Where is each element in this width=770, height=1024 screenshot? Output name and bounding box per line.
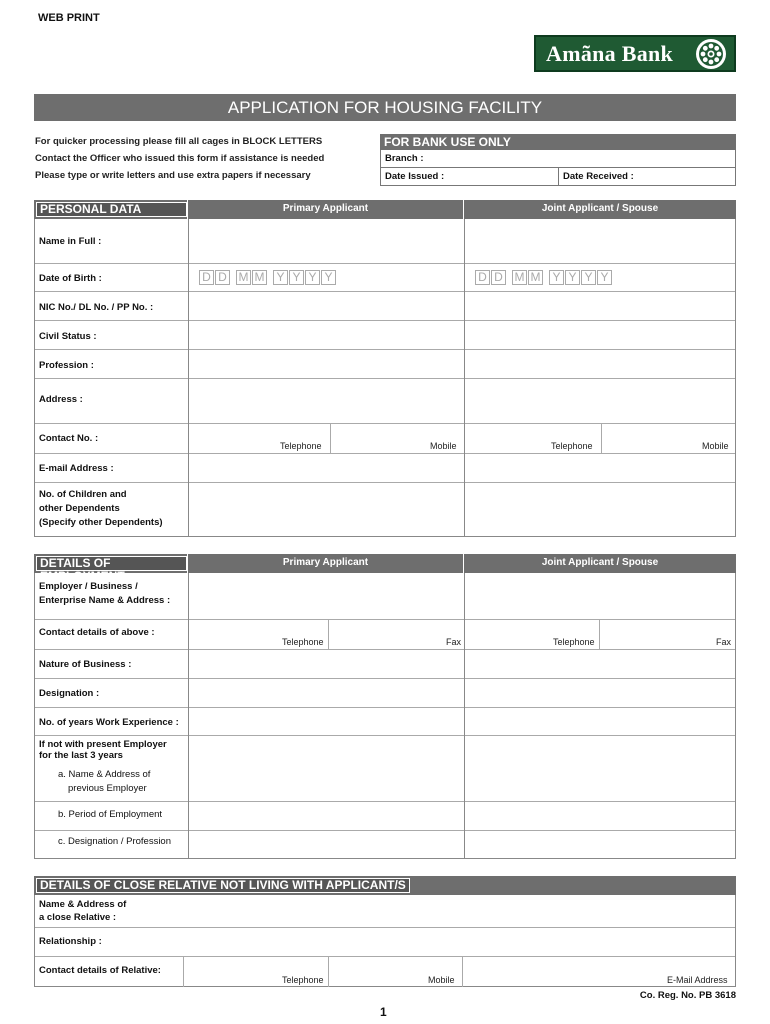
dob-cage[interactable]: Y xyxy=(289,270,304,285)
profession-label: Profession : xyxy=(39,360,94,371)
bank-emblem-icon xyxy=(696,39,726,69)
col-joint-applicant: Joint Applicant / Spouse xyxy=(463,200,736,219)
email-row xyxy=(35,454,735,483)
date-received-label: Date Received : xyxy=(563,171,634,182)
address-row xyxy=(35,379,735,424)
mobile-label: Mobile xyxy=(430,441,457,451)
prev-c-label: c. Designation / Profession xyxy=(58,836,172,847)
web-print-label: WEB PRINT xyxy=(38,12,100,24)
logo-text: Amãna Bank xyxy=(546,40,674,66)
relative-contact-label: Contact details of Relative: xyxy=(39,965,161,976)
dob-cage[interactable]: Y xyxy=(549,270,564,285)
col-primary-applicant: Primary Applicant xyxy=(187,554,463,573)
divider xyxy=(183,957,184,987)
divider xyxy=(601,424,602,453)
section-title: DETAILS OF EMPLOYMENT xyxy=(36,556,187,571)
branch-field[interactable] xyxy=(381,150,735,168)
telephone-label: Telephone xyxy=(551,441,593,451)
nature-label: Nature of Business : xyxy=(39,659,132,670)
dob-cage[interactable]: D xyxy=(475,270,490,285)
designation-label: Designation : xyxy=(39,688,100,699)
bank-use-heading: FOR BANK USE ONLY xyxy=(380,134,736,150)
fax-label: Fax xyxy=(446,637,462,647)
amana-bank-logo xyxy=(534,35,736,72)
telephone-label: Telephone xyxy=(282,975,324,985)
relative-name-line1: Name & Address of xyxy=(39,899,127,910)
section-title: DETAILS OF CLOSE RELATIVE NOT LIVING WITH APPLICANT/S xyxy=(36,878,410,893)
personal-data-header xyxy=(34,200,736,219)
dob-cage[interactable]: D xyxy=(491,270,506,285)
page-number: 1 xyxy=(380,1005,387,1019)
employer-contact-label: Contact details of above : xyxy=(39,627,155,638)
dob-cage[interactable]: Y xyxy=(273,270,288,285)
telephone-label: Telephone xyxy=(553,637,595,647)
form-title: APPLICATION FOR HOUSING FACILITY xyxy=(34,94,736,121)
employer-label-line2: Enterprise Name & Address : xyxy=(39,595,171,606)
civil-status-label: Civil Status : xyxy=(39,331,97,342)
personal-data-grid xyxy=(34,219,736,537)
divider xyxy=(330,424,331,453)
children-label-line1: No. of Children and xyxy=(39,489,127,500)
dob-cage[interactable]: M xyxy=(252,270,267,285)
dob-cage[interactable]: M xyxy=(528,270,543,285)
dob-cage[interactable]: Y xyxy=(305,270,320,285)
divider xyxy=(462,957,463,987)
period-row xyxy=(35,802,735,831)
prev-a-line1: a. Name & Address of xyxy=(58,769,151,780)
company-reg-number: Co. Reg. No. PB 3618 xyxy=(639,990,736,1001)
branch-label: Branch : xyxy=(385,153,424,164)
instruction-line: For quicker processing please fill all cages in BLOCK LETTERS xyxy=(35,136,323,147)
divider xyxy=(599,620,600,649)
children-label-line2: other Dependents xyxy=(39,503,120,514)
nic-label: NIC No./ DL No. / PP No. : xyxy=(39,302,154,313)
employer-label-line1: Employer / Business / xyxy=(39,581,138,592)
nature-row xyxy=(35,650,735,679)
prev-label-line2: for the last 3 years xyxy=(39,750,123,761)
relationship-label: Relationship : xyxy=(39,936,102,947)
contact-label: Contact No. : xyxy=(39,433,99,444)
children-label-line3: (Specify other Dependents) xyxy=(39,517,163,528)
applicant-column-divider xyxy=(464,573,465,858)
dob-cage[interactable]: Y xyxy=(565,270,580,285)
mobile-label: Mobile xyxy=(702,441,729,451)
telephone-label: Telephone xyxy=(282,637,324,647)
years-row xyxy=(35,708,735,736)
prev-b-label: b. Period of Employment xyxy=(58,809,163,820)
dob-cage[interactable]: M xyxy=(512,270,527,285)
designation-row xyxy=(35,679,735,708)
bank-use-box xyxy=(380,150,736,186)
email-label: E-Mail Address xyxy=(667,975,728,985)
divider xyxy=(328,620,329,649)
fax-label: Fax xyxy=(716,637,732,647)
mobile-label: Mobile xyxy=(428,975,455,985)
applicant-column-divider xyxy=(464,219,465,536)
label-column-divider xyxy=(188,573,189,858)
nic-row xyxy=(35,292,735,321)
civil-status-row xyxy=(35,321,735,350)
name-row xyxy=(35,219,735,264)
employment-header xyxy=(34,554,736,583)
email-label: E-mail Address : xyxy=(39,463,114,474)
contact-row xyxy=(35,424,735,454)
profession-row xyxy=(35,350,735,379)
col-primary-applicant: Primary Applicant xyxy=(187,200,463,219)
relative-name-row[interactable] xyxy=(35,895,735,928)
date-received-field[interactable] xyxy=(558,168,634,186)
dob-cage[interactable]: Y xyxy=(581,270,596,285)
col-joint-applicant: Joint Applicant / Spouse xyxy=(463,554,736,573)
relative-grid xyxy=(34,895,736,987)
relationship-row[interactable] xyxy=(35,928,735,957)
previous-employer-row xyxy=(35,736,735,802)
employer-contact-row xyxy=(35,620,735,650)
children-row xyxy=(35,483,735,537)
relative-header xyxy=(34,876,736,895)
dob-cage[interactable]: D xyxy=(215,270,230,285)
name-label: Name in Full : xyxy=(39,236,102,247)
section-title: PERSONAL DATA xyxy=(36,202,187,217)
relative-name-line2: a close Relative : xyxy=(39,912,117,923)
dob-row xyxy=(35,264,735,292)
dob-label: Date of Birth : xyxy=(39,273,102,284)
relative-contact-row xyxy=(35,957,735,987)
telephone-label: Telephone xyxy=(280,441,322,451)
dob-cage[interactable]: M xyxy=(236,270,251,285)
divider xyxy=(328,957,329,987)
date-issued-label: Date Issued : xyxy=(385,171,445,182)
prev-label-line1: If not with present Employer xyxy=(39,739,167,750)
employment-grid xyxy=(34,573,736,859)
dob-cage[interactable]: Y xyxy=(597,270,612,285)
instruction-line: Contact the Officer who issued this form if assistance is needed xyxy=(35,153,325,164)
years-label: No. of years Work Experience : xyxy=(39,717,179,728)
instruction-line: Please type or write letters and use extra papers if necessary xyxy=(35,170,311,181)
employer-row xyxy=(35,573,735,620)
dob-cage[interactable]: Y xyxy=(321,270,336,285)
label-column-divider xyxy=(188,219,189,536)
prev-a-line2: previous Employer xyxy=(68,783,147,794)
dob-cage[interactable]: D xyxy=(199,270,214,285)
address-label: Address : xyxy=(39,394,83,405)
prev-designation-row xyxy=(35,831,735,859)
